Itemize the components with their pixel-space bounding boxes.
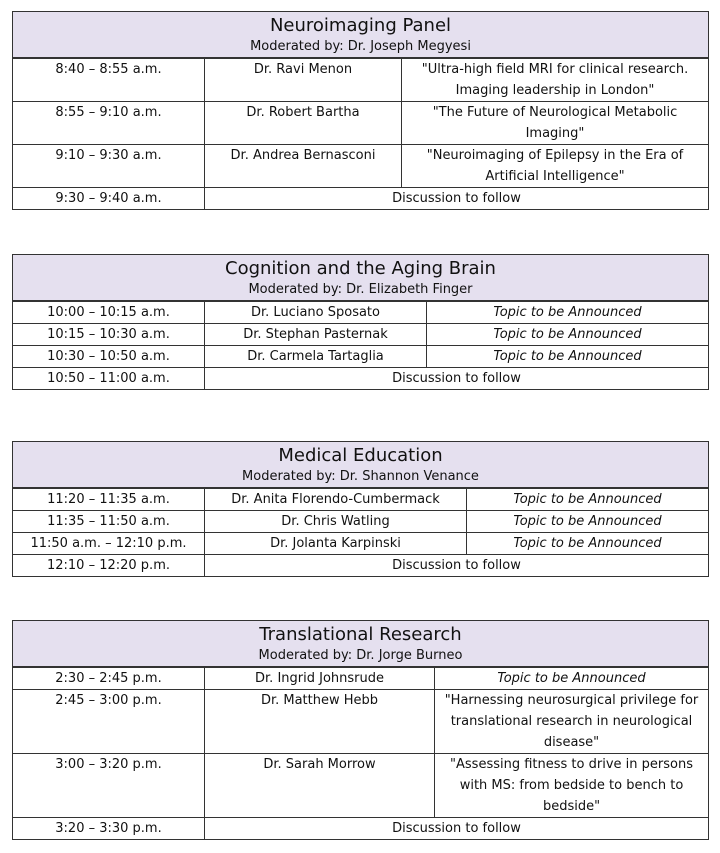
- panel-medical-education: [12, 441, 709, 577]
- speaker-cell: Dr. Robert Bartha: [205, 102, 402, 144]
- panel-translational-research: [12, 620, 709, 840]
- panel-title: Cognition and the Aging Brain: [225, 258, 496, 279]
- panel-title: Translational Research: [259, 624, 462, 645]
- time-cell: 8:55 – 9:10 a.m.: [13, 102, 205, 144]
- topic-cell: Topic to be Announced: [493, 327, 642, 342]
- speaker-cell: Dr. Jolanta Karpinski: [205, 533, 467, 554]
- time-cell: 8:40 – 8:55 a.m.: [13, 59, 205, 101]
- speaker-cell: Dr. Ravi Menon: [205, 59, 402, 101]
- speaker-cell: Dr. Chris Watling: [205, 511, 467, 532]
- schedule-row: [13, 488, 708, 510]
- panel-moderator: Moderated by: Dr. Jorge Burneo: [258, 648, 463, 663]
- discussion-row: [13, 187, 708, 209]
- time-cell: 10:00 – 10:15 a.m.: [13, 302, 205, 323]
- schedule-row: [13, 101, 708, 144]
- time-cell: 10:15 – 10:30 a.m.: [13, 324, 205, 345]
- panel-neuroimaging: [12, 11, 709, 210]
- schedule-row: [13, 667, 708, 689]
- discussion-row: [13, 817, 708, 839]
- schedule-row: [13, 345, 708, 367]
- schedule-row: [13, 323, 708, 345]
- discussion-cell: Discussion to follow: [392, 821, 521, 836]
- panel-moderator: Moderated by: Dr. Shannon Venance: [242, 469, 479, 484]
- schedule-row: [13, 510, 708, 532]
- speaker-cell: Dr. Matthew Hebb: [205, 690, 435, 753]
- discussion-cell: Discussion to follow: [392, 191, 521, 206]
- speaker-cell: Dr. Ingrid Johnsrude: [205, 668, 435, 689]
- topic-cell: Topic to be Announced: [497, 671, 646, 686]
- discussion-row: [13, 554, 708, 576]
- schedule-row: [13, 689, 708, 753]
- time-cell: 10:30 – 10:50 a.m.: [13, 346, 205, 367]
- speaker-cell: Dr. Sarah Morrow: [205, 754, 435, 817]
- schedule-row: [13, 144, 708, 187]
- panel-title: Neuroimaging Panel: [269, 15, 452, 36]
- topic-cell: Topic to be Announced: [513, 514, 662, 529]
- panel-cognition: [12, 254, 709, 390]
- time-cell: 9:10 – 9:30 a.m.: [13, 145, 205, 187]
- panel-header: [13, 442, 708, 488]
- schedule-row: [13, 532, 708, 554]
- panel-title: Medical Education: [278, 445, 443, 466]
- discussion-cell: Discussion to follow: [392, 371, 521, 386]
- speaker-cell: Dr. Luciano Sposato: [205, 302, 427, 323]
- speaker-cell: Dr. Andrea Bernasconi: [205, 145, 402, 187]
- topic-cell: "Assessing fitness to drive in persons with MS: from bedside to bench to bedside": [450, 757, 693, 814]
- time-cell: 12:10 – 12:20 p.m.: [13, 555, 205, 576]
- panel-header: [13, 621, 708, 667]
- panel-header: [13, 12, 708, 58]
- time-cell: 11:35 – 11:50 a.m.: [13, 511, 205, 532]
- topic-cell: Topic to be Announced: [493, 349, 642, 364]
- schedule-row: [13, 58, 708, 101]
- discussion-row: [13, 367, 708, 389]
- speaker-cell: Dr. Stephan Pasternak: [205, 324, 427, 345]
- topic-cell: "Harnessing neurosurgical privilege for translational research in neurological disease": [444, 693, 699, 750]
- topic-cell: Topic to be Announced: [513, 492, 662, 507]
- time-cell: 11:20 – 11:35 a.m.: [13, 489, 205, 510]
- schedule-row: [13, 301, 708, 323]
- time-cell: 3:20 – 3:30 p.m.: [13, 818, 205, 839]
- topic-cell: Topic to be Announced: [513, 536, 662, 551]
- time-cell: 3:00 – 3:20 p.m.: [13, 754, 205, 817]
- time-cell: 2:30 – 2:45 p.m.: [13, 668, 205, 689]
- time-cell: 11:50 a.m. – 12:10 p.m.: [13, 533, 205, 554]
- panel-moderator: Moderated by: Dr. Joseph Megyesi: [250, 39, 471, 54]
- topic-cell: "Ultra-high field MRI for clinical research. Imaging leadership in London": [421, 62, 689, 98]
- time-cell: 9:30 – 9:40 a.m.: [13, 188, 205, 209]
- time-cell: 10:50 – 11:00 a.m.: [13, 368, 205, 389]
- topic-cell: "Neuroimaging of Epilepsy in the Era of Artificial Intelligence": [426, 148, 684, 184]
- time-cell: 2:45 – 3:00 p.m.: [13, 690, 205, 753]
- topic-cell: Topic to be Announced: [493, 305, 642, 320]
- speaker-cell: Dr. Anita Florendo-Cumbermack: [205, 489, 467, 510]
- discussion-cell: Discussion to follow: [392, 558, 521, 573]
- topic-cell: "The Future of Neurological Metabolic Imaging": [432, 105, 678, 141]
- schedule-row: [13, 753, 708, 817]
- panel-header: [13, 255, 708, 301]
- speaker-cell: Dr. Carmela Tartaglia: [205, 346, 427, 367]
- panel-moderator: Moderated by: Dr. Elizabeth Finger: [248, 282, 473, 297]
